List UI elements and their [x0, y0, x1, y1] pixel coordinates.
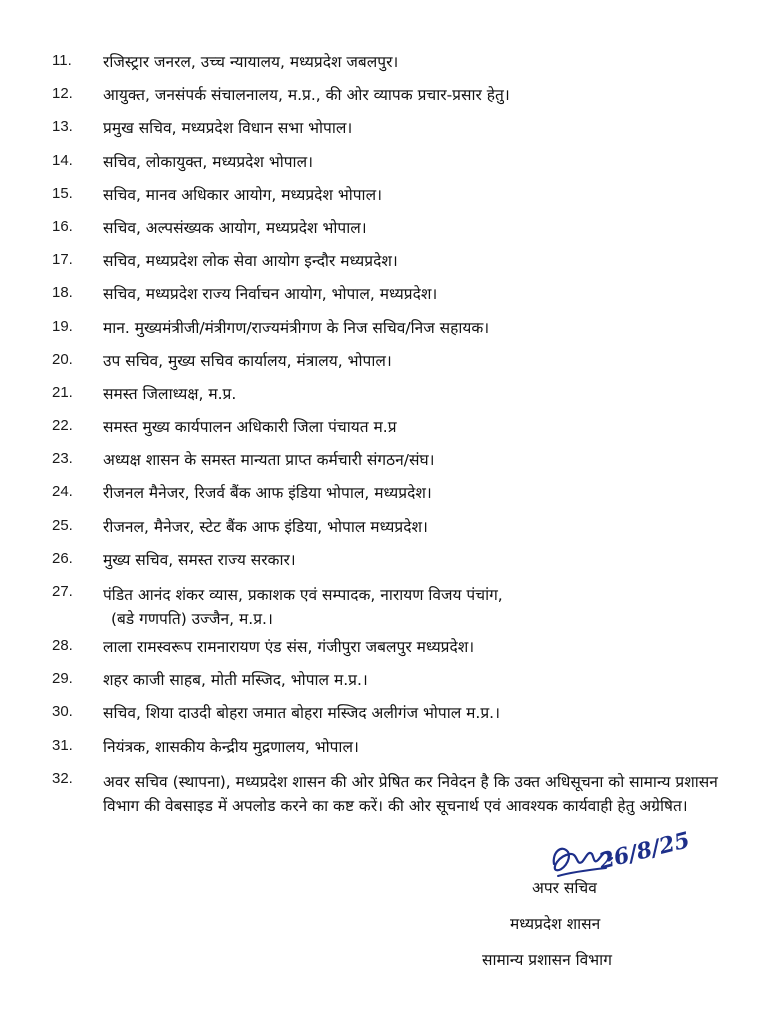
- item-number: 25.: [52, 516, 73, 534]
- item-text: आयुक्त, जनसंपर्क संचालनालय, म.प्र., की ओर व्यापक प्रचार-प्रसार हेतु।: [103, 86, 510, 105]
- list-item: [0, 517, 775, 550]
- item-text: अध्यक्ष शासन के समस्त मान्यता प्राप्त कर्मचारी संगठन/संघ।: [103, 451, 435, 470]
- item-number: 22.: [52, 417, 73, 435]
- signatory-department: सामान्य प्रशासन विभाग: [482, 951, 612, 969]
- list-item: [0, 637, 775, 670]
- list-item: [0, 583, 775, 637]
- list-item: [0, 85, 775, 118]
- list-item: [0, 185, 775, 218]
- item-text: सचिव, मध्यप्रदेश लोक सेवा आयोग इन्दौर मध्यप्रदेश।: [103, 252, 398, 271]
- list-item: [0, 384, 775, 417]
- list-item: [0, 737, 775, 770]
- item-text: समस्त मुख्य कार्यपालन अधिकारी जिला पंचायत म.प्र: [103, 418, 397, 437]
- item-text: प्रमुख सचिव, मध्यप्रदेश विधान सभा भोपाल।: [103, 119, 353, 138]
- item-text: मुख्य सचिव, समस्त राज्य सरकार।: [103, 550, 296, 569]
- list-item: [0, 284, 775, 317]
- item-number: 16.: [52, 217, 73, 235]
- signatory-government: मध्यप्रदेश शासन: [510, 915, 601, 933]
- item-number: 21.: [52, 383, 73, 401]
- item-number: 18.: [52, 284, 73, 302]
- item-text: सचिव, लोकायुक्त, मध्यप्रदेश भोपाल।: [103, 152, 313, 171]
- distribution-list: [0, 52, 775, 860]
- list-item: [0, 450, 775, 483]
- item-number: 29.: [52, 670, 73, 688]
- item-text: शहर काजी साहब, मोती मस्जिद, भोपाल म.प्र.।: [103, 671, 368, 690]
- item-text: सचिव, मध्यप्रदेश राज्य निर्वाचन आयोग, भोपाल, मध्यप्रदेश।: [103, 285, 438, 304]
- list-item: [0, 152, 775, 185]
- item-text: लाला रामस्वरूप रामनारायण एंड संस, गंजीपुरा जबलपुर मध्यप्रदेश।: [103, 638, 475, 656]
- item-number: 12.: [52, 85, 73, 103]
- item-text: सचिव, मानव अधिकार आयोग, मध्यप्रदेश भोपाल।: [103, 185, 382, 204]
- item-number: 23.: [52, 450, 73, 468]
- item-number: 15.: [52, 184, 73, 202]
- item-text: अवर सचिव (स्थापना), मध्यप्रदेश शासन की ओर प्रेषित कर निवेदन है कि उक्त अधिसूचना को सामान्य प्रशासन विभाग की वेबसाइड में अपलोड करने का कष्ट करें। की ओर सूचनार्थ एवं आवश्यक कार्यवाही हेतु अग्रेषित।: [103, 772, 718, 815]
- item-number: 27.: [52, 583, 73, 600]
- list-item: [0, 670, 775, 703]
- item-number: 24.: [52, 483, 73, 501]
- item-number: 11.: [52, 52, 72, 69]
- list-item: [0, 118, 775, 151]
- list-item: [0, 483, 775, 516]
- item-number: 19.: [52, 317, 73, 335]
- item-number: 30.: [52, 703, 73, 721]
- item-number: 14.: [52, 151, 73, 169]
- item-text: रजिस्ट्रार जनरल, उच्च न्यायालय, मध्यप्रदेश जबलपुर।: [103, 53, 399, 71]
- list-item: [0, 218, 775, 251]
- list-item: [0, 351, 775, 384]
- item-text: उप सचिव, मुख्य सचिव कार्यालय, मंत्रालय, भोपाल।: [103, 351, 392, 370]
- item-number: 28.: [52, 637, 73, 654]
- item-text: सचिव, अल्पसंख्यक आयोग, मध्यप्रदेश भोपाल।: [103, 218, 367, 237]
- item-text: रीजनल, मैनेजर, स्टेट बैंक आफ इंडिया, भोपाल मध्यप्रदेश।: [103, 517, 428, 536]
- item-text-line1: पंडित आनंद शंकर व्यास, प्रकाशक एवं सम्पादक, नारायण विजय पंचांग,: [103, 586, 503, 604]
- item-text: मान. मुख्यमंत्रीजी/मंत्रीगण/राज्यमंत्रीगण के निज सचिव/निज सहायक।: [103, 318, 490, 337]
- item-text: रीजनल मैनेजर, रिजर्व बैंक आफ इंडिया भोपाल, मध्यप्रदेश।: [103, 484, 432, 503]
- item-number: 32.: [52, 769, 73, 787]
- item-text-line2: (बडे गणपति) उज्जैन, म.प्र.।: [111, 610, 273, 628]
- item-text: समस्त जिलाध्यक्ष, म.प्र.: [103, 384, 237, 403]
- signatory-designation: अपर सचिव: [532, 879, 597, 897]
- item-text: [103, 583, 735, 631]
- list-item: [0, 318, 775, 351]
- list-item: [0, 52, 775, 85]
- item-text: सचिव, शिया दाउदी बोहरा जमात बोहरा मस्जिद अलीगंज भोपाल म.प्र.।: [103, 704, 500, 723]
- item-number: 31.: [52, 736, 73, 754]
- list-item: [0, 703, 775, 736]
- list-item: [0, 251, 775, 284]
- item-number: 26.: [52, 549, 73, 567]
- signature-date: 26/8/25: [596, 827, 693, 875]
- item-text: नियंत्रक, शासकीय केन्द्रीय मुद्रणालय, भोपाल।: [103, 737, 359, 756]
- list-item: [0, 417, 775, 450]
- item-number: 17.: [52, 251, 73, 269]
- list-item: [0, 550, 775, 583]
- item-number: 20.: [52, 350, 73, 368]
- item-number: 13.: [52, 118, 73, 136]
